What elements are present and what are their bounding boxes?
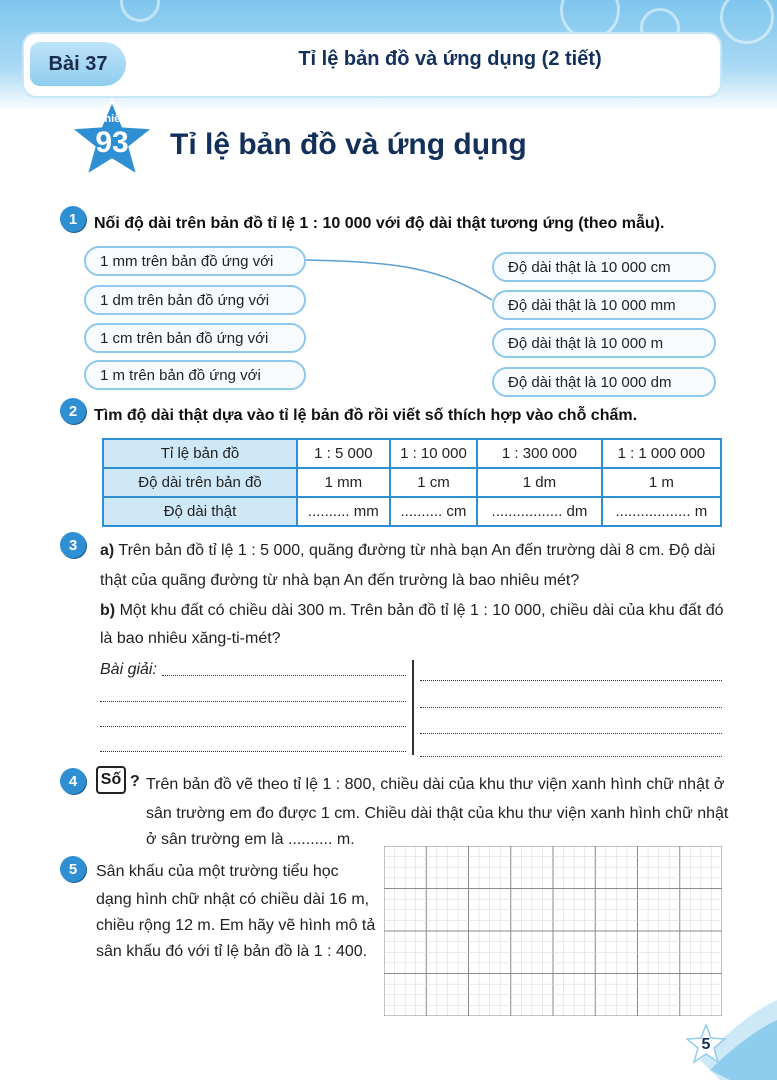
answer-line[interactable]	[100, 726, 406, 727]
scale-table	[102, 438, 722, 527]
question-3a-line1: Trên bản đồ tỉ lệ 1 : 5 000, quãng đường từ nhà bạn An đến trường dài 8 cm. Độ dài	[118, 542, 716, 559]
table-cell: 1 : 10 000	[390, 439, 477, 468]
sheet-title: Tỉ lệ bản đồ và ứng dụng	[170, 128, 527, 161]
table-row	[103, 468, 721, 497]
so-box: Số	[96, 766, 126, 794]
question-5-line3: chiều rộng 12 m. Em hãy vẽ hình mô tả	[96, 917, 376, 934]
decoration-circle	[120, 0, 160, 22]
question-5-line4: sân khấu đó với tỉ lệ bản đồ là 1 : 400.	[96, 943, 368, 960]
answer-line[interactable]	[420, 733, 722, 734]
solution-divider	[412, 660, 414, 755]
left-pill-4[interactable]: 1 m trên bản đồ ứng với	[84, 360, 306, 390]
question-5-badge: 5	[60, 856, 86, 882]
page-number: 5	[701, 1036, 711, 1053]
part-a-label: a)	[100, 542, 115, 559]
question-4-line1: Trên bản đồ vẽ theo tỉ lệ 1 : 800, chiều dài của khu thư viện xanh hình chữ nhật ở	[146, 776, 725, 793]
row-header: Độ dài trên bản đồ	[103, 468, 297, 497]
right-pill-2[interactable]: Độ dài thật là 10 000 mm	[492, 290, 716, 320]
left-pill-2[interactable]: 1 dm trên bản đồ ứng với	[84, 285, 306, 315]
question-4-line2: sân trường em đo được 1 cm. Chiều dài thật của khu thư viện xanh hình chữ nhật	[146, 805, 729, 822]
table-cell: 1 m	[602, 468, 721, 497]
table-cell: 1 : 5 000	[297, 439, 390, 468]
table-row	[103, 497, 721, 526]
lesson-title: Tỉ lệ bản đồ và ứng dụng (2 tiết)	[298, 48, 602, 70]
right-pill-4[interactable]: Độ dài thật là 10 000 dm	[492, 367, 716, 397]
table-cell: 1 cm	[390, 468, 477, 497]
question-2-badge: 2	[60, 398, 86, 424]
answer-line[interactable]	[162, 675, 406, 676]
lesson-tag: Bài 37	[30, 42, 126, 86]
answer-cell[interactable]: .................. m	[602, 497, 721, 526]
solution-label: Bài giải:	[100, 661, 157, 678]
question-3b-line2: là bao nhiêu xăng-ti-mét?	[100, 630, 281, 647]
question-2-title: Tìm độ dài thật dựa vào tỉ lệ bản đồ rồi viết số thích hợp vào chỗ chấm.	[94, 407, 638, 424]
question-3b-line1: Một khu đất có chiều dài 300 m. Trên bản đồ tỉ lệ 1 : 10 000, chiều dài của khu đất đó	[119, 602, 724, 619]
sheet-label: Phiếu	[97, 113, 127, 125]
answer-cell[interactable]: .......... cm	[390, 497, 477, 526]
answer-line[interactable]	[420, 680, 722, 681]
answer-line[interactable]	[420, 756, 722, 757]
part-b-label: b)	[100, 602, 116, 619]
decoration-circle	[720, 0, 774, 44]
table-cell: 1 : 1 000 000	[602, 439, 721, 468]
table-cell: 1 : 300 000	[477, 439, 602, 468]
question-4-line3[interactable]: ở sân trường em là .......... m.	[146, 831, 355, 848]
question-3a-line2: thật của quãng đường từ nhà bạn An đến trường là bao nhiêu mét?	[100, 572, 580, 589]
question-4-badge: 4	[60, 768, 86, 794]
table-cell: 1 dm	[477, 468, 602, 497]
question-mark: ?	[130, 773, 140, 790]
sheet-number: 93	[95, 126, 129, 159]
drawing-grid[interactable]	[384, 846, 722, 1016]
question-3b	[100, 597, 724, 625]
table-cell: 1 mm	[297, 468, 390, 497]
right-pill-1[interactable]: Độ dài thật là 10 000 cm	[492, 252, 716, 282]
table-row	[103, 439, 721, 468]
right-pill-3[interactable]: Độ dài thật là 10 000 m	[492, 328, 716, 358]
answer-line[interactable]	[100, 751, 406, 752]
question-5-line1: Sân khấu của một trường tiểu học	[96, 863, 339, 880]
answer-cell[interactable]: ................. dm	[477, 497, 602, 526]
row-header: Tỉ lệ bản đồ	[103, 439, 297, 468]
answer-line[interactable]	[420, 707, 722, 708]
question-1-badge: 1	[60, 206, 86, 232]
question-3a	[100, 537, 715, 565]
question-1-title: Nối độ dài trên bản đồ tỉ lệ 1 : 10 000 với độ dài thật tương ứng (theo mẫu).	[94, 215, 665, 232]
answer-line[interactable]	[100, 701, 406, 702]
question-5-line2: dạng hình chữ nhật có chiều dài 16 m,	[96, 891, 370, 908]
row-header: Độ dài thật	[103, 497, 297, 526]
left-pill-3[interactable]: 1 cm trên bản đồ ứng với	[84, 323, 306, 353]
answer-cell[interactable]: .......... mm	[297, 497, 390, 526]
left-pill-1[interactable]: 1 mm trên bản đồ ứng với	[84, 246, 306, 276]
question-3-badge: 3	[60, 532, 86, 558]
